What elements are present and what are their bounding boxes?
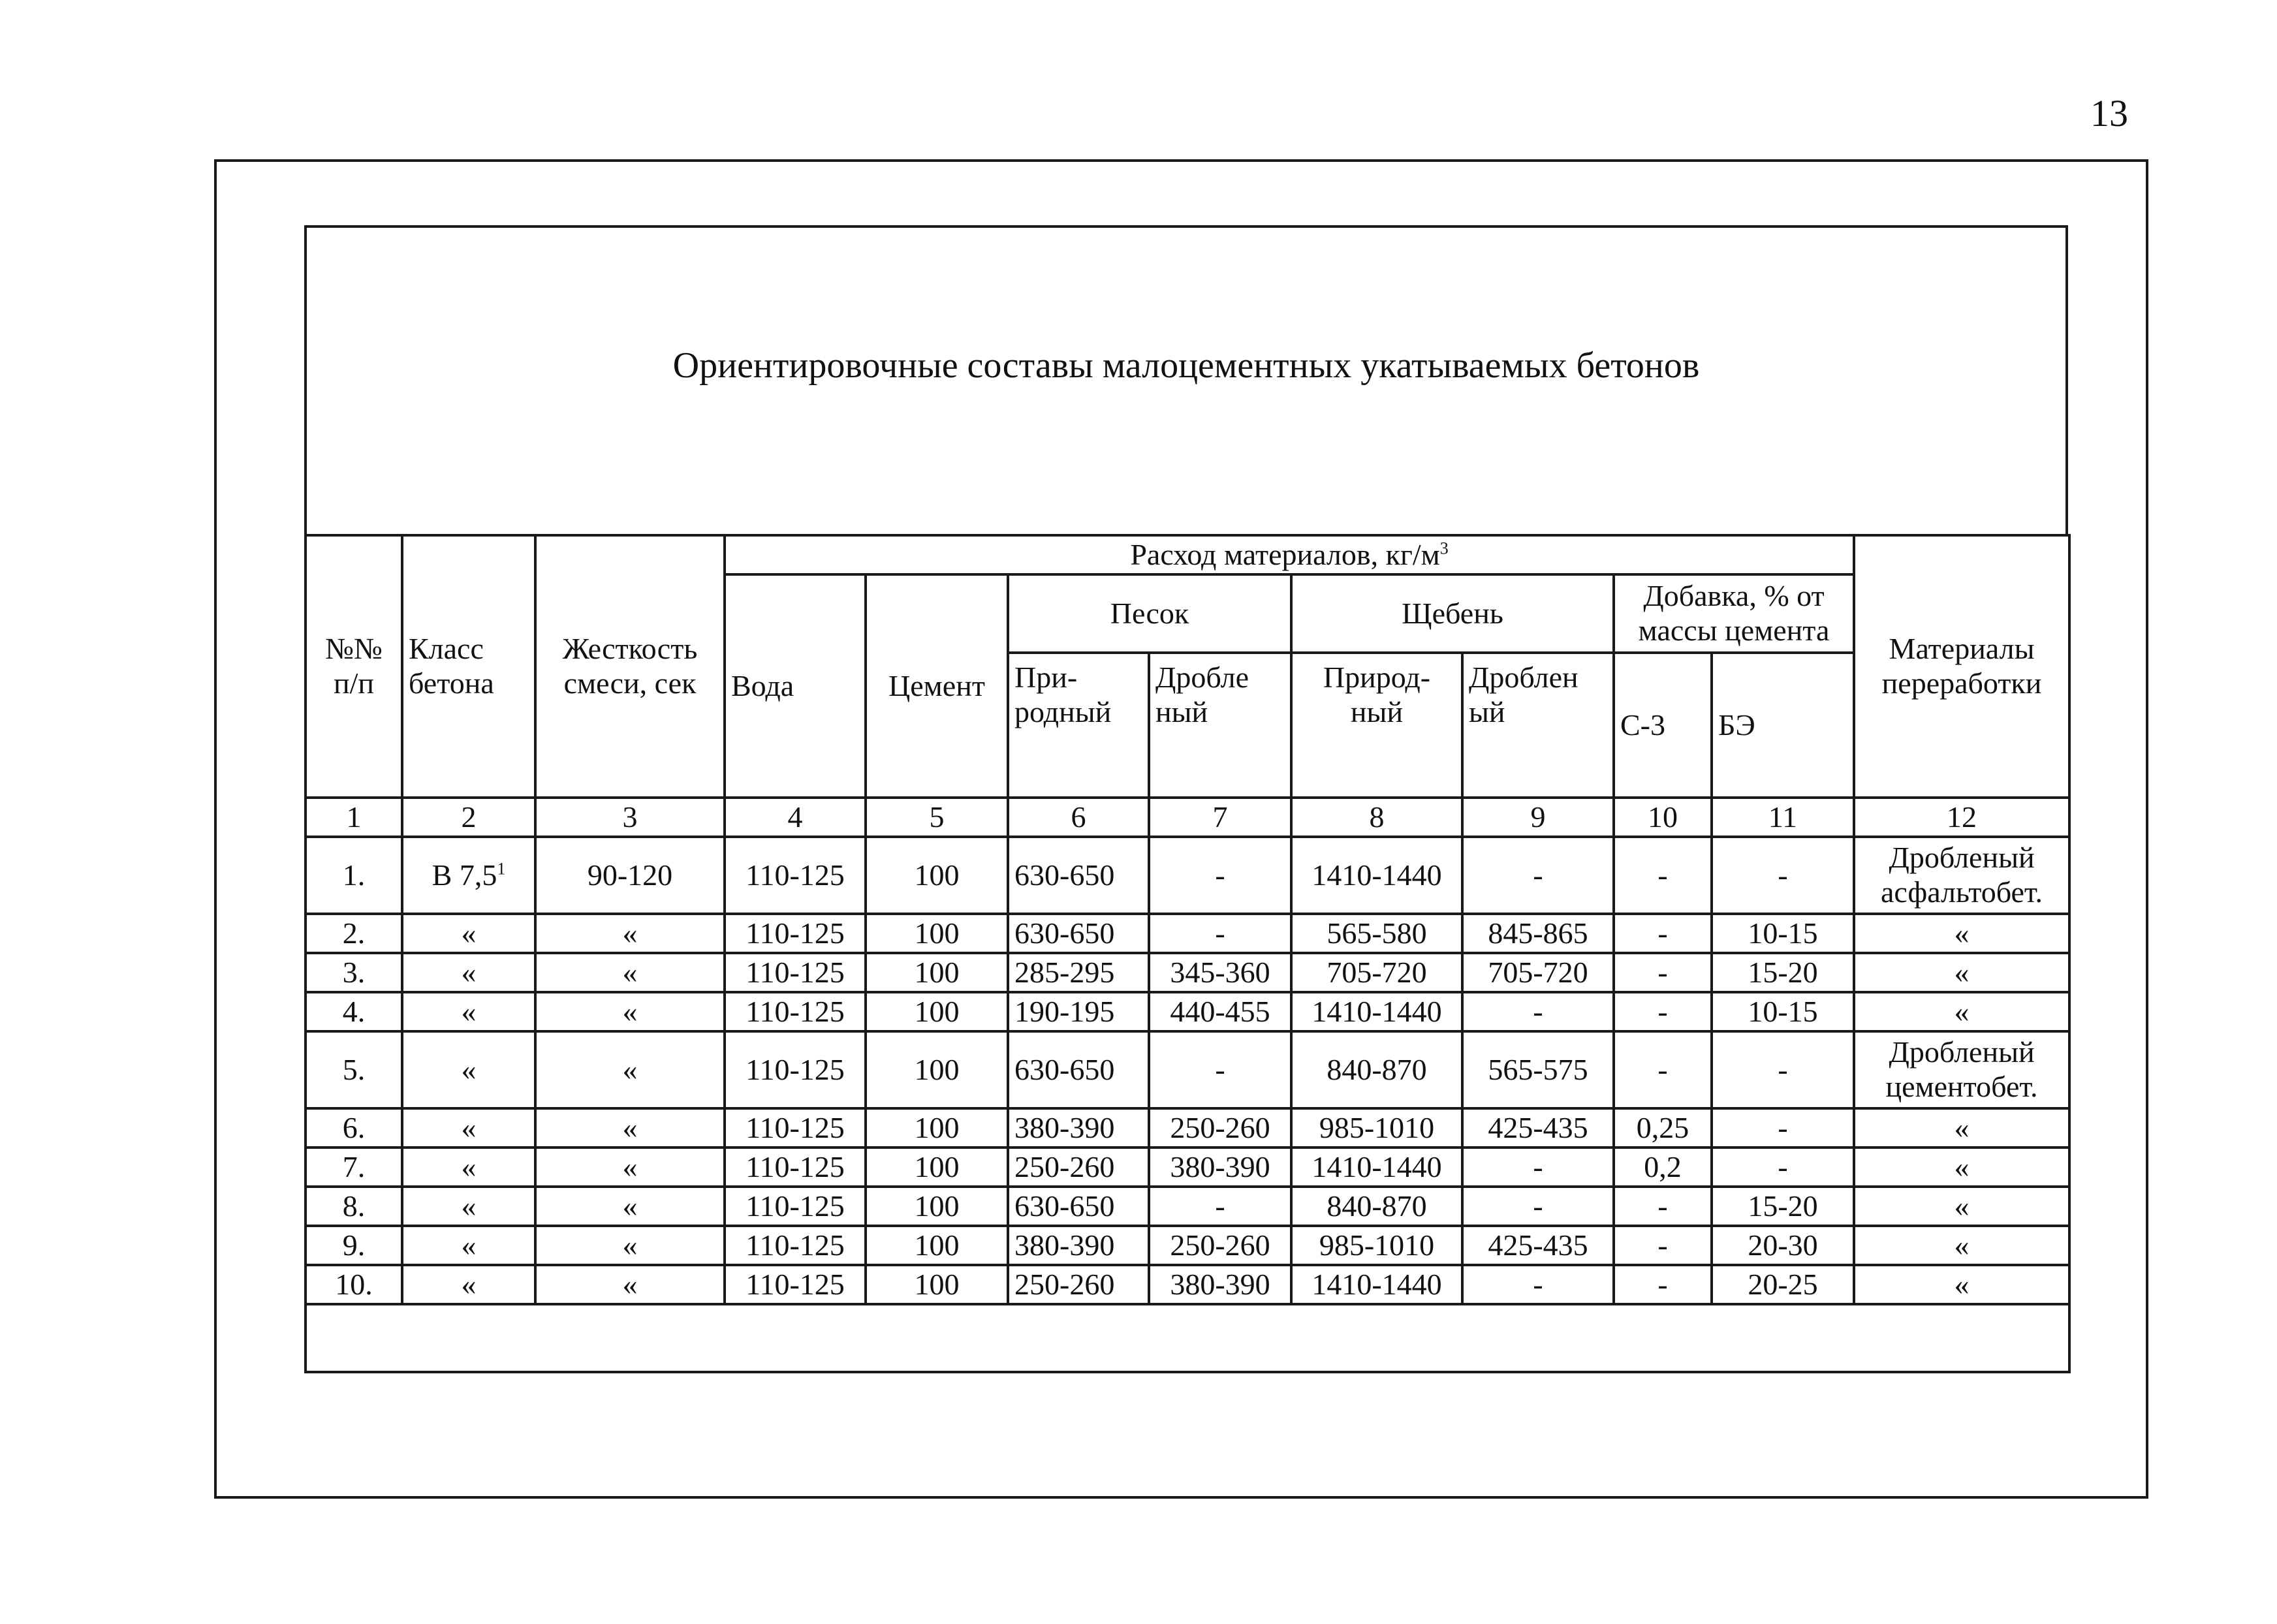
cell-concrete-class: «	[402, 1031, 535, 1108]
cell-row-number: 2.	[306, 914, 402, 953]
cell-recycled-material: «	[1854, 1265, 2069, 1304]
column-number: 3	[535, 798, 725, 837]
cell-additive-c3: 0,25	[1614, 1108, 1712, 1148]
cell-additive-be: -	[1712, 1148, 1854, 1187]
column-number: 6	[1008, 798, 1149, 837]
column-number: 7	[1149, 798, 1291, 837]
cell-recycled-material: «	[1854, 953, 2069, 992]
cell-recycled-material: Дробленый цементобет.	[1854, 1031, 2069, 1108]
cell-row-number: 1.	[306, 837, 402, 914]
cell-mix-stiffness: «	[535, 1187, 725, 1226]
cell-gravel-natural: 1410-1440	[1291, 837, 1462, 914]
header-additive-c3: С-3	[1614, 653, 1712, 798]
cell-gravel-crushed: -	[1462, 992, 1614, 1031]
cell-sand-crushed: 440-455	[1149, 992, 1291, 1031]
cell-water: 110-125	[725, 953, 866, 992]
cell-gravel-crushed: -	[1462, 1187, 1614, 1226]
cell-additive-be: -	[1712, 1108, 1854, 1148]
cell-mix-stiffness: 90-120	[535, 837, 725, 914]
cell-gravel-crushed: -	[1462, 1265, 1614, 1304]
cell-sand-natural: 630-650	[1008, 1031, 1149, 1108]
cell-additive-be: -	[1712, 1031, 1854, 1108]
cell-sand-natural: 190-195	[1008, 992, 1149, 1031]
cell-additive-c3: -	[1614, 953, 1712, 992]
table-row	[306, 1031, 2069, 1108]
cell-mix-stiffness: «	[535, 953, 725, 992]
header-consumption-label: Расход материалов, кг/м	[1130, 537, 1440, 571]
cell-sand-crushed: -	[1149, 914, 1291, 953]
cell-cement: 100	[866, 1187, 1008, 1226]
cell-water: 110-125	[725, 1148, 866, 1187]
cell-sand-crushed: 380-390	[1149, 1265, 1291, 1304]
cell-mix-stiffness: «	[535, 1265, 725, 1304]
header-additive: Добавка, % от массы цемента	[1614, 574, 1854, 653]
cell-concrete-class: «	[402, 1108, 535, 1148]
cell-cement: 100	[866, 1265, 1008, 1304]
cell-recycled-material: «	[1854, 1226, 2069, 1265]
table-body	[306, 798, 2069, 1372]
cell-mix-stiffness: «	[535, 1148, 725, 1187]
cell-row-number: 6.	[306, 1108, 402, 1148]
table-row	[306, 1187, 2069, 1226]
table-row	[306, 1148, 2069, 1187]
cell-additive-be: 20-30	[1712, 1226, 1854, 1265]
cell-mix-stiffness: «	[535, 1226, 725, 1265]
cell-additive-be: 10-15	[1712, 914, 1854, 953]
table-row	[306, 837, 2069, 914]
cell-water: 110-125	[725, 1265, 866, 1304]
cell-row-number: 7.	[306, 1148, 402, 1187]
cell-gravel-crushed: 705-720	[1462, 953, 1614, 992]
cell-gravel-natural: 840-870	[1291, 1031, 1462, 1108]
cell-gravel-crushed: 425-435	[1462, 1108, 1614, 1148]
column-number: 9	[1462, 798, 1614, 837]
cell-concrete-class: «	[402, 992, 535, 1031]
header-gravel: Щебень	[1291, 574, 1614, 653]
cell-cement: 100	[866, 1148, 1008, 1187]
cell-sand-natural: 630-650	[1008, 837, 1149, 914]
cell-sand-natural: 630-650	[1008, 914, 1149, 953]
cell-row-number: 4.	[306, 992, 402, 1031]
cell-additive-be: 20-25	[1712, 1265, 1854, 1304]
cell-gravel-crushed: 845-865	[1462, 914, 1614, 953]
footnote-mark: 1	[497, 859, 506, 879]
cell-additive-c3: -	[1614, 1265, 1712, 1304]
cell-additive-c3: -	[1614, 837, 1712, 914]
header-consumption-unit-sup: 3	[1439, 539, 1449, 558]
column-number: 5	[866, 798, 1008, 837]
cell-additive-c3: -	[1614, 1031, 1712, 1108]
blank-row	[306, 1304, 2069, 1372]
cell-additive-be: 15-20	[1712, 953, 1854, 992]
table-row	[306, 1108, 2069, 1148]
cell-row-number: 3.	[306, 953, 402, 992]
cell-cement: 100	[866, 837, 1008, 914]
cell-mix-stiffness: «	[535, 1108, 725, 1148]
header-gravel-crushed: Дроблен ый	[1462, 653, 1614, 798]
table-row	[306, 1265, 2069, 1304]
cell-water: 110-125	[725, 992, 866, 1031]
column-number: 2	[402, 798, 535, 837]
cell-sand-crushed: -	[1149, 1187, 1291, 1226]
header-recycled: Материалы переработки	[1854, 535, 2069, 798]
cell-water: 110-125	[725, 837, 866, 914]
cell-row-number: 5.	[306, 1031, 402, 1108]
cell-cement: 100	[866, 992, 1008, 1031]
header-cement: Цемент	[866, 574, 1008, 798]
header-stiffness: Жесткость смеси, сек	[535, 535, 725, 798]
cell-concrete-class: «	[402, 1187, 535, 1226]
cell-recycled-material: «	[1854, 914, 2069, 953]
table-container	[304, 534, 2068, 1373]
cell-additive-be: -	[1712, 837, 1854, 914]
cell-cement: 100	[866, 953, 1008, 992]
column-number: 8	[1291, 798, 1462, 837]
title-box	[304, 225, 2068, 535]
cell-additive-be: 15-20	[1712, 1187, 1854, 1226]
header-sand-crushed: Дробле ный	[1149, 653, 1291, 798]
cell-gravel-crushed: -	[1462, 1148, 1614, 1187]
cell-recycled-material: «	[1854, 992, 2069, 1031]
cell-additive-c3: -	[1614, 914, 1712, 953]
column-number: 4	[725, 798, 866, 837]
cell-sand-crushed: 250-260	[1149, 1226, 1291, 1265]
cell-additive-c3: -	[1614, 992, 1712, 1031]
cell-concrete-class: «	[402, 1226, 535, 1265]
page-number: 13	[2090, 92, 2128, 134]
cell-sand-natural: 285-295	[1008, 953, 1149, 992]
cell-recycled-material: «	[1854, 1108, 2069, 1148]
header-class: Класс бетона	[402, 535, 535, 798]
column-number: 10	[1614, 798, 1712, 837]
cell-sand-natural: 250-260	[1008, 1148, 1149, 1187]
cell-gravel-natural: 565-580	[1291, 914, 1462, 953]
header-consumption	[725, 535, 1854, 574]
cell-gravel-natural: 1410-1440	[1291, 1265, 1462, 1304]
cell-mix-stiffness: «	[535, 1031, 725, 1108]
cell-additive-c3: 0,2	[1614, 1148, 1712, 1187]
cell-additive-c3: -	[1614, 1226, 1712, 1265]
blank-cell	[306, 1304, 2069, 1372]
table-row	[306, 953, 2069, 992]
cell-recycled-material: Дробленый асфальтобет.	[1854, 837, 2069, 914]
column-number-row	[306, 798, 2069, 837]
cell-cement: 100	[866, 1031, 1008, 1108]
header-additive-be: БЭ	[1712, 653, 1854, 798]
cell-additive-c3: -	[1614, 1187, 1712, 1226]
table-row	[306, 1226, 2069, 1265]
cell-recycled-material: «	[1854, 1187, 2069, 1226]
cell-water: 110-125	[725, 914, 866, 953]
cell-sand-crushed: -	[1149, 837, 1291, 914]
cell-water: 110-125	[725, 1108, 866, 1148]
cell-row-number: 8.	[306, 1187, 402, 1226]
header-sand: Песок	[1008, 574, 1291, 653]
cell-gravel-crushed: 425-435	[1462, 1226, 1614, 1265]
cell-cement: 100	[866, 1226, 1008, 1265]
cell-concrete-class-text: В 7,5	[432, 858, 497, 892]
table-row	[306, 992, 2069, 1031]
cell-cement: 100	[866, 914, 1008, 953]
cell-gravel-natural: 705-720	[1291, 953, 1462, 992]
cell-mix-stiffness: «	[535, 992, 725, 1031]
header-no: №№ п/п	[306, 535, 402, 798]
cell-gravel-crushed: -	[1462, 837, 1614, 914]
cell-concrete-class	[402, 837, 535, 914]
cell-gravel-natural: 985-1010	[1291, 1108, 1462, 1148]
cell-concrete-class: «	[402, 1265, 535, 1304]
header-gravel-natural: Природ- ный	[1291, 653, 1462, 798]
cell-gravel-natural: 1410-1440	[1291, 992, 1462, 1031]
cell-sand-natural: 250-260	[1008, 1265, 1149, 1304]
cell-row-number: 10.	[306, 1265, 402, 1304]
cell-water: 110-125	[725, 1187, 866, 1226]
cell-row-number: 9.	[306, 1226, 402, 1265]
column-number: 12	[1854, 798, 2069, 837]
cell-sand-crushed: 250-260	[1149, 1108, 1291, 1148]
header-sand-natural: При- родный	[1008, 653, 1149, 798]
column-number: 1	[306, 798, 402, 837]
cell-water: 110-125	[725, 1226, 866, 1265]
cell-cement: 100	[866, 1108, 1008, 1148]
cell-recycled-material: «	[1854, 1148, 2069, 1187]
cell-concrete-class: «	[402, 1148, 535, 1187]
cell-additive-be: 10-15	[1712, 992, 1854, 1031]
cell-water: 110-125	[725, 1031, 866, 1108]
cell-mix-stiffness: «	[535, 914, 725, 953]
cell-concrete-class: «	[402, 914, 535, 953]
cell-sand-crushed: 380-390	[1149, 1148, 1291, 1187]
cell-gravel-crushed: 565-575	[1462, 1031, 1614, 1108]
table-row	[306, 914, 2069, 953]
column-number: 11	[1712, 798, 1854, 837]
cell-gravel-natural: 985-1010	[1291, 1226, 1462, 1265]
cell-gravel-natural: 840-870	[1291, 1187, 1462, 1226]
cell-sand-natural: 630-650	[1008, 1187, 1149, 1226]
cell-sand-crushed: 345-360	[1149, 953, 1291, 992]
concrete-composition-table	[304, 534, 2071, 1373]
cell-sand-natural: 380-390	[1008, 1108, 1149, 1148]
cell-concrete-class: «	[402, 953, 535, 992]
header-water: Вода	[725, 574, 866, 798]
table-title: Ориентировочные составы малоцементных укатываемых бетонов	[672, 345, 1700, 386]
cell-gravel-natural: 1410-1440	[1291, 1148, 1462, 1187]
cell-sand-natural: 380-390	[1008, 1226, 1149, 1265]
cell-sand-crushed: -	[1149, 1031, 1291, 1108]
